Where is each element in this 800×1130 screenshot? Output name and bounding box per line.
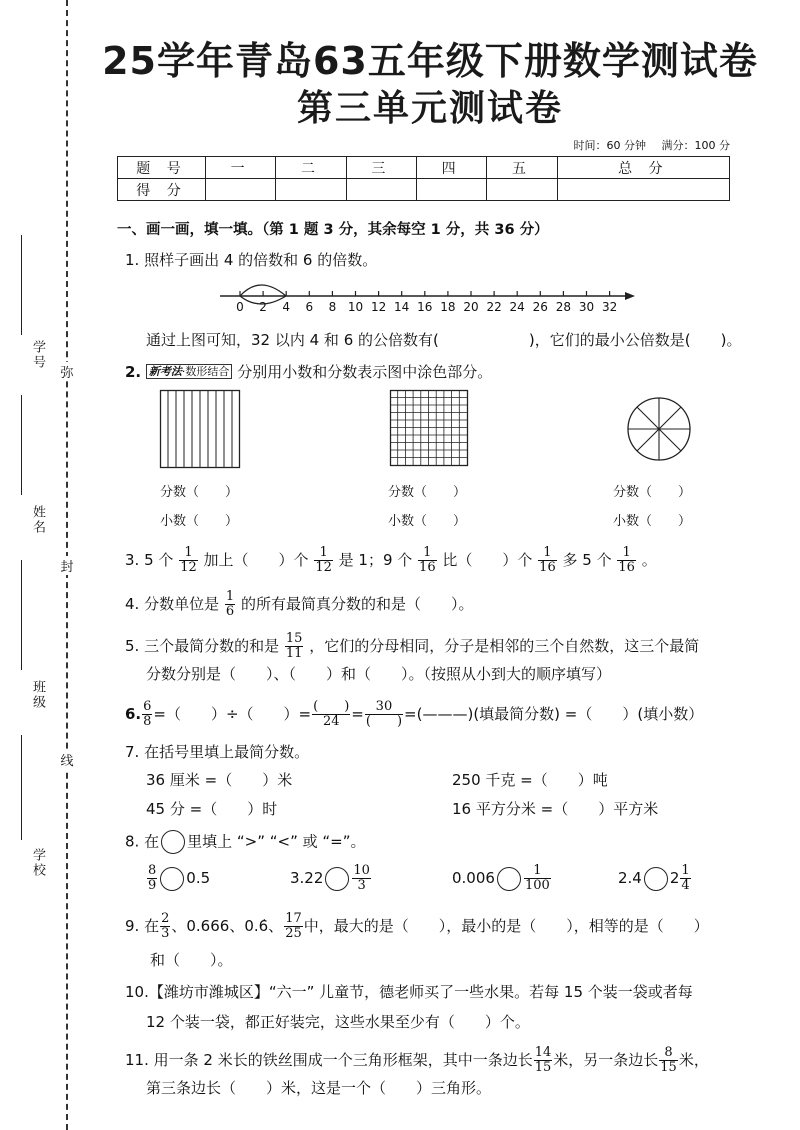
q8-value: 2.4 — [618, 869, 642, 887]
q3-text-a: 3. 5 个 — [125, 551, 174, 569]
q8-value: 0.006 — [452, 869, 495, 887]
q6-fraction-blank-den[interactable]: $\frac{30}{( )}$ — [365, 699, 403, 729]
number-line-tick-label: 28 — [555, 300, 572, 314]
question-8 — [125, 830, 366, 854]
question-10: 10.【潍坊市潍城区】“六一” 儿童节，德老师买了一些水果。若每 15 个装一袋或者每 — [125, 983, 693, 1001]
q8-compare-circle[interactable] — [644, 867, 668, 891]
figure-grid-100 — [390, 390, 468, 466]
q2-fraction-1[interactable]: 分数（ ） — [160, 485, 239, 500]
q5-fraction: $\frac{15}{11}$ — [285, 631, 303, 661]
score-header-cell: 一 — [206, 157, 276, 179]
figure-circle-8-parts — [626, 396, 692, 462]
question-9 — [125, 912, 709, 941]
score-cell[interactable] — [276, 179, 346, 201]
q8-circle-sample — [161, 830, 185, 854]
q2-fraction-3[interactable]: 分数（ ） — [613, 485, 692, 500]
q6-text-b: = — [351, 705, 364, 723]
q5-text-a: 5. 三个最简分数的和是 — [125, 637, 280, 655]
q6-number: 6. — [125, 705, 142, 723]
q3-text-e: 多 5 个 — [562, 551, 612, 569]
question-11 — [125, 1046, 709, 1075]
number-line-tick-label: 12 — [370, 300, 387, 314]
q3-fraction: $\frac{1}{12}$ — [315, 545, 332, 575]
score-header-cell: 四 — [416, 157, 486, 179]
student-id-underline — [21, 235, 22, 335]
number-line-tick-label: 16 — [417, 300, 433, 314]
q7-item-c[interactable]: 45 分 =（ ）时 — [146, 800, 278, 818]
q2-fraction-2[interactable]: 分数（ ） — [388, 485, 467, 500]
question-5 — [125, 632, 699, 661]
section-heading: 一、画一画，填一填。（第 1 题 3 分，其余每空 1 分，共 36 分） — [117, 222, 549, 238]
school-underline — [21, 735, 22, 840]
score-header-cell: 题 号 — [118, 157, 206, 179]
student-id-label: 学号 — [30, 340, 45, 370]
question-1: 1. 照样子画出 4 的倍数和 6 的倍数。 — [125, 251, 378, 269]
q11-text-b: 米，另一条边长 — [553, 1051, 659, 1069]
q8-item-2 — [290, 864, 372, 893]
q1-answer-text-a: 通过上图可知，32 以内 4 和 6 的公倍数有( — [146, 331, 439, 349]
score-header-cell: 总 分 — [557, 157, 729, 179]
q6-text-d[interactable]: (填最简分数) =（ ）(填小数） — [473, 705, 704, 723]
number-line-tick-label: 14 — [394, 300, 410, 314]
q2-decimal-3[interactable]: 小数（ ） — [613, 514, 692, 529]
q3-text-f: 。 — [641, 551, 657, 569]
q4-fraction: $\frac{1}{6}$ — [225, 589, 235, 619]
q2-tag-b: ·数形结合 — [181, 365, 230, 378]
question-7: 7. 在括号里填上最简分数。 — [125, 743, 310, 761]
number-line-tick-label: 4 — [282, 300, 291, 314]
q8-fraction: $\frac{1}{4}$ — [681, 863, 690, 893]
exam-full-score: 满分：100 分 — [661, 139, 730, 152]
q7-item-d[interactable]: 16 平方分米 =（ ）平方米 — [452, 800, 659, 818]
q6-text-c: = — [404, 705, 417, 723]
q4-text-a: 4. 分数单位是 — [125, 595, 220, 613]
q9-fraction: $\frac{2}{3}$ — [161, 911, 170, 941]
question-10-line-2[interactable]: 12 个装一袋，都正好装完，这些水果至少有（ ）个。 — [146, 1013, 530, 1031]
q11-text-c: 米， — [678, 1051, 709, 1069]
score-cell[interactable] — [487, 179, 557, 201]
q9-text-a: 9. 在 — [125, 917, 160, 935]
q3-text-c: 是 1；9 个 — [338, 551, 413, 569]
q8-compare-circle[interactable] — [325, 867, 349, 891]
score-cell[interactable] — [416, 179, 486, 201]
score-header-cell: 三 — [346, 157, 416, 179]
q11-fraction: $\frac{14}{15}$ — [534, 1045, 552, 1075]
q4-text-b[interactable]: 的所有最简真分数的和是（ ）。 — [240, 595, 474, 613]
q2-decimal-1[interactable]: 小数（ ） — [160, 514, 239, 529]
q8-text-a: 8. 在 — [125, 832, 160, 851]
number-line-tick-label: 22 — [486, 300, 502, 314]
q8-value: 3.22 — [290, 869, 324, 887]
question-5-line-2[interactable]: 分数分别是（ ）、（ ）和（ ）。（按照从小到大的顺序填写） — [146, 665, 612, 683]
q9-text-b: 、0.666、0.6̇、 — [171, 917, 284, 935]
q5-text-b: ，它们的分母相同，分子是相邻的三个自然数，这三个最简 — [309, 637, 700, 655]
name-label: 姓名 — [30, 505, 45, 535]
q2-tag-a: 新考法 — [148, 365, 182, 378]
q3-fraction: $\frac{1}{16}$ — [419, 545, 436, 575]
page-title: 25学年青岛63五年级下册数学测试卷 — [102, 39, 758, 83]
seal-char-feng: 封 — [60, 556, 74, 575]
q3-fraction: $\frac{1}{16}$ — [539, 545, 556, 575]
q8-item-4 — [618, 864, 692, 893]
q8-compare-circle[interactable] — [497, 867, 521, 891]
school-label: 学校 — [30, 848, 45, 878]
q8-value: 0.5 — [186, 869, 211, 887]
number-line-tick-label: 18 — [440, 300, 456, 314]
score-table-score-row — [118, 179, 730, 201]
q3-text-b[interactable]: 加上（ ）个 — [203, 551, 309, 569]
q6-text-a[interactable]: =（ ）÷（ ）= — [153, 705, 312, 723]
q7-item-b[interactable]: 250 千克 =（ ）吨 — [452, 771, 608, 789]
q8-fraction: $\frac{1}{100}$ — [524, 863, 550, 893]
q8-compare-circle[interactable] — [160, 867, 184, 891]
question-3 — [125, 546, 657, 575]
score-row-label: 得 分 — [118, 179, 206, 201]
score-header-cell: 二 — [276, 157, 346, 179]
number-line-tick-label: 30 — [578, 300, 595, 314]
score-cell[interactable] — [346, 179, 416, 201]
number-line-arrow — [625, 292, 635, 300]
score-table-header-row — [118, 157, 730, 179]
seal-char-mi: 弥 — [60, 362, 74, 381]
q9-text-c[interactable]: 中，最大的是（ ），最小的是（ ），相等的是（ ） — [303, 917, 709, 935]
question-9-line-2[interactable]: 和（ ）。 — [150, 951, 233, 969]
q3-fraction: $\frac{1}{12}$ — [180, 545, 197, 575]
question-6 — [125, 700, 703, 729]
score-cell[interactable] — [206, 179, 276, 201]
class-label: 班级 — [30, 680, 45, 710]
q6-blank-fraction[interactable]: (———) — [416, 705, 474, 723]
q1-answer-text-b: )，它们的最小公倍数是( — [528, 331, 691, 349]
q2-text: 分别用小数和分数表示图中涂色部分。 — [237, 363, 493, 381]
score-cell[interactable] — [557, 179, 729, 201]
q8-fraction: $\frac{10}{3}$ — [353, 863, 370, 893]
q1-answer-text-c: )。 — [720, 331, 742, 349]
seal-char-xian: 线 — [60, 750, 74, 769]
q6-fraction: $\frac{6}{8}$ — [143, 699, 152, 729]
number-line-tick-label: 8 — [328, 300, 337, 314]
question-11-line-2[interactable]: 第三条边长（ ）米，这是一个（ ）三角形。 — [146, 1079, 492, 1097]
number-line-tick-label: 26 — [532, 300, 548, 314]
number-line-tick-label: 10 — [347, 300, 364, 314]
page-subtitle: 第三单元测试卷 — [296, 88, 563, 129]
q8-whole: 2 — [669, 869, 680, 887]
exam-time: 时间：60 分钟 — [573, 139, 646, 152]
number-line-tick-label: 2 — [259, 300, 267, 314]
q3-text-d[interactable]: 比（ ）个 — [442, 551, 533, 569]
q8-item-1 — [146, 864, 210, 893]
q2-number: 2. — [125, 363, 142, 381]
q8-fraction: $\frac{8}{9}$ — [148, 863, 157, 893]
q2-decimal-2[interactable]: 小数（ ） — [388, 514, 467, 529]
q8-text-b: 里填上 “>” “<” 或 “=”。 — [187, 832, 366, 851]
number-line-tick-label: 24 — [509, 300, 525, 314]
class-underline — [21, 560, 22, 670]
number-line-tick-label: 6 — [305, 300, 314, 314]
q11-text-a: 11. 用一条 2 米长的铁丝围成一个三角形框架，其中一条边长 — [125, 1051, 533, 1069]
number-line-tick-label: 0 — [236, 300, 244, 314]
exam-meta — [562, 137, 731, 153]
q6-fraction-blank-num[interactable]: $\frac{( )}{24}$ — [313, 699, 350, 729]
q7-item-a[interactable]: 36 厘米 =（ ）米 — [146, 771, 293, 789]
score-header-cell: 五 — [487, 157, 557, 179]
figure-vertical-strips — [160, 390, 240, 468]
number-line — [220, 276, 650, 318]
q9-fraction: $\frac{17}{25}$ — [285, 911, 302, 941]
name-underline — [21, 395, 22, 495]
number-line-tick-label: 20 — [463, 300, 479, 314]
q3-fraction: $\frac{1}{16}$ — [618, 545, 635, 575]
question-4 — [125, 590, 473, 619]
question-1-answer — [146, 330, 741, 350]
question-2 — [125, 362, 492, 382]
q11-fraction: $\frac{8}{15}$ — [660, 1045, 677, 1075]
number-line-tick-label: 32 — [601, 300, 618, 314]
q8-item-3 — [452, 864, 552, 893]
q2-tag — [146, 364, 233, 379]
score-table — [117, 156, 730, 201]
